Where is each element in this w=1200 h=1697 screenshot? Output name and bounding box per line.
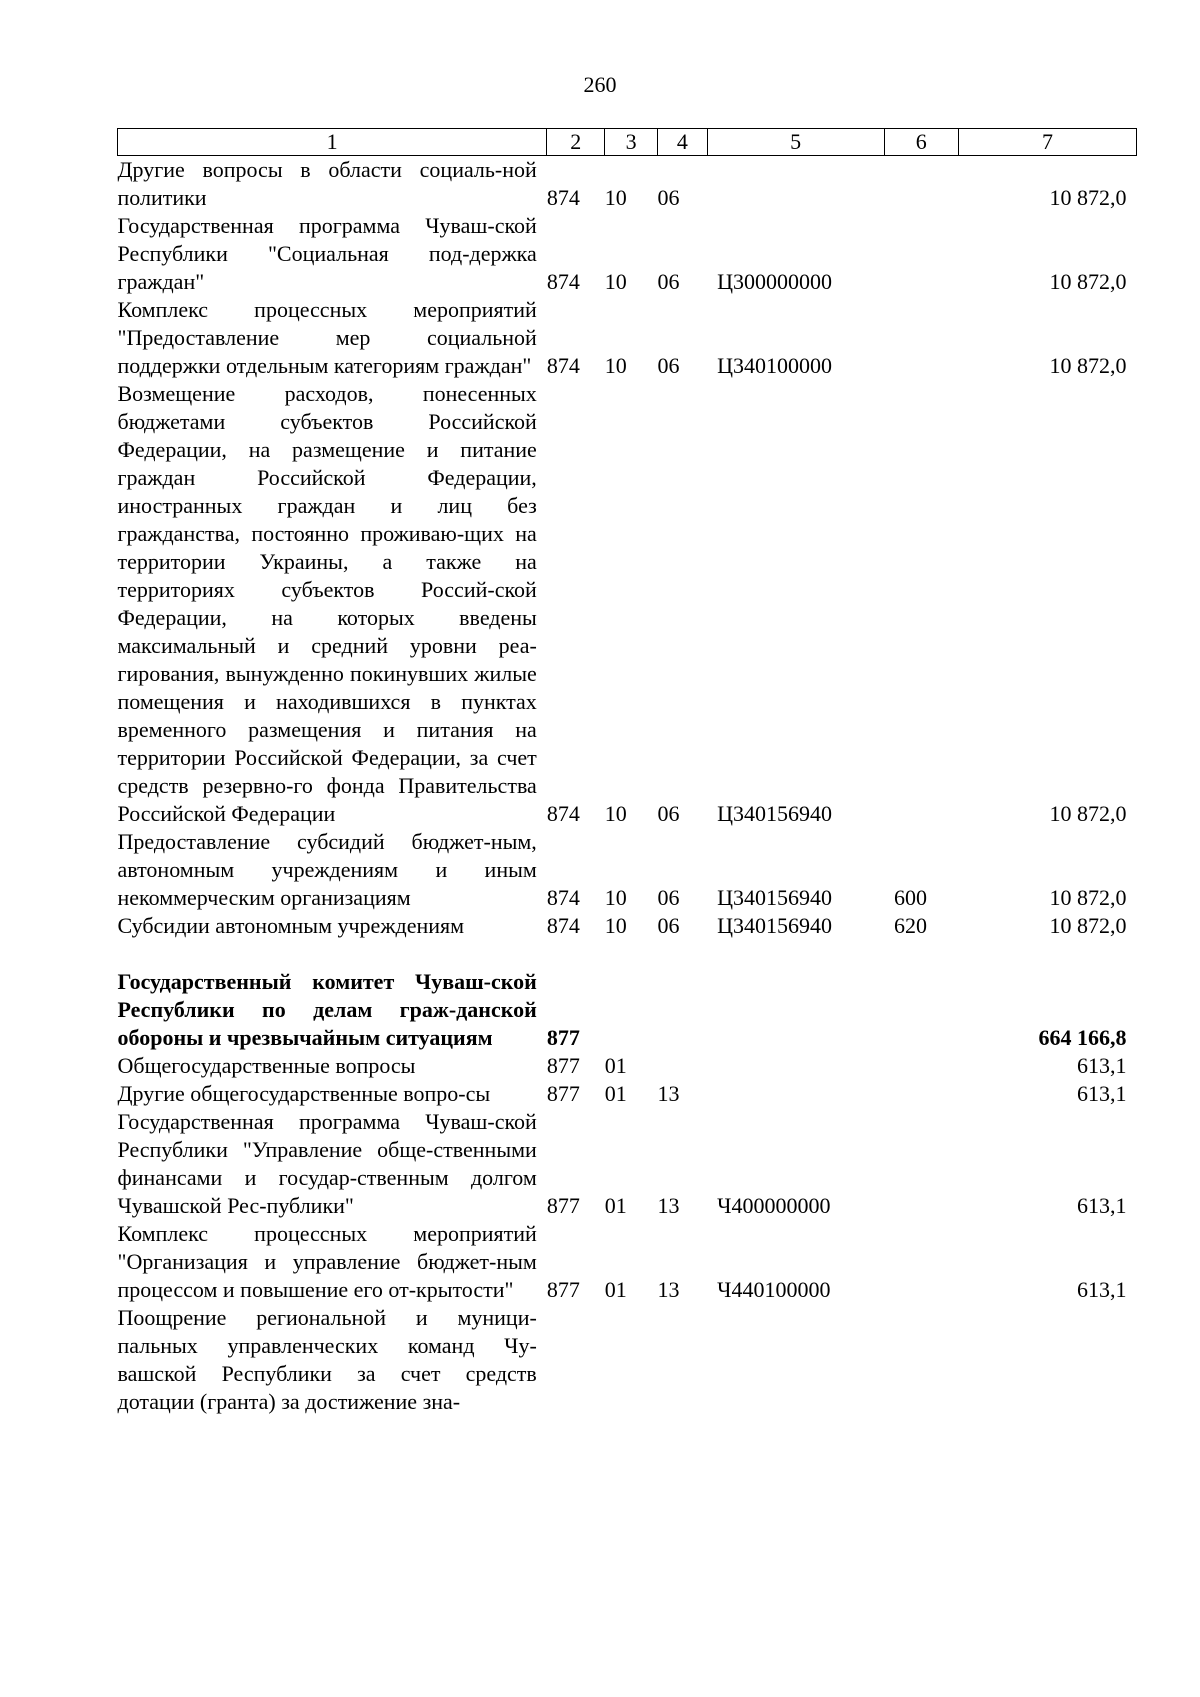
row-section-code: 10 bbox=[604, 269, 627, 294]
row-expense-type: 620 bbox=[894, 913, 928, 938]
table-row-department bbox=[118, 968, 1137, 1052]
row-amount: 10 872,0 bbox=[1049, 269, 1127, 294]
row-ministry-code: 874 bbox=[546, 885, 580, 910]
row-subsection-code: 06 bbox=[657, 269, 680, 294]
row-name: Предоставление субсидий бюджет-ным, автономным учреждениям и иным некоммерческим организациям bbox=[117, 829, 537, 910]
row-target-code: Ц340156940 bbox=[717, 885, 833, 910]
row-target-code bbox=[707, 156, 884, 213]
header-col-6: 6 bbox=[884, 129, 958, 156]
budget-table bbox=[117, 128, 1137, 1416]
table-spacer-row bbox=[118, 940, 1137, 968]
row-ministry-code: 874 bbox=[546, 185, 580, 210]
row-amount: 10 872,0 bbox=[1049, 885, 1127, 910]
row-amount: 10 872,0 bbox=[1049, 353, 1127, 378]
row-subsection-code: 06 bbox=[657, 185, 680, 210]
row-subsection-code: 13 bbox=[657, 1277, 680, 1302]
row-expense-type bbox=[884, 1080, 958, 1108]
row-name: Государственная программа Чуваш-ской Республики "Управление обще-ственными финансами и государ-ственным долгом Чувашской Рес-публики" bbox=[117, 1109, 537, 1218]
row-target-code bbox=[707, 1080, 884, 1108]
table-row bbox=[118, 296, 1137, 380]
row-amount: 613,1 bbox=[1077, 1053, 1127, 1078]
row-target-code bbox=[707, 968, 884, 1052]
row-subsection-code bbox=[657, 968, 707, 1052]
row-amount: 10 872,0 bbox=[1049, 185, 1127, 210]
row-name: Комплекс процессных мероприятий "Предоставление мер социальной поддержки отдельным категориям граждан" bbox=[117, 297, 537, 378]
row-expense-type bbox=[884, 1304, 958, 1416]
header-col-7: 7 bbox=[959, 129, 1137, 156]
row-name: Другие вопросы в области социаль-ной политики bbox=[117, 157, 537, 210]
row-section-code: 01 bbox=[604, 1053, 627, 1078]
row-ministry-code bbox=[547, 1304, 605, 1416]
row-expense-type bbox=[884, 156, 958, 213]
row-expense-type bbox=[884, 212, 958, 296]
row-section-code bbox=[605, 968, 658, 1052]
row-target-code: Ч400000000 bbox=[717, 1193, 831, 1218]
row-expense-type bbox=[884, 1220, 958, 1304]
row-target-code bbox=[707, 1304, 884, 1416]
row-ministry-code: 877 bbox=[546, 1081, 580, 1106]
row-ministry-code: 874 bbox=[546, 801, 580, 826]
row-expense-type bbox=[884, 1108, 958, 1220]
table-row bbox=[118, 828, 1137, 912]
row-target-code: Ц340156940 bbox=[717, 801, 833, 826]
row-target-code: Ц340156940 bbox=[717, 913, 833, 938]
row-section-code: 01 bbox=[604, 1193, 627, 1218]
row-name: Поощрение региональной и муници-пальных управленческих команд Чу-вашской Республики за счет средств дотации (гранта) за достижение зна- bbox=[117, 1305, 537, 1414]
row-ministry-code: 874 bbox=[546, 269, 580, 294]
header-col-1: 1 bbox=[118, 129, 547, 156]
row-subsection-code bbox=[657, 1052, 707, 1080]
header-col-3: 3 bbox=[605, 129, 658, 156]
row-section-code: 01 bbox=[604, 1277, 627, 1302]
row-amount: 613,1 bbox=[1077, 1193, 1127, 1218]
row-ministry-code: 877 bbox=[546, 1193, 580, 1218]
row-name: Возмещение расходов, понесенных бюджетами субъектов Российской Федерации, на размещение и питание граждан Российской Федерации, иностранных граждан и лиц без гражданства, постоянно проживаю-щих на территории Украины, а также на территориях субъектов Россий-ской Федерации, на которых введены максимальный и средний уровни реа-гирования, вынужденно покинувших жилые помещения и находившихся в пунктах временного размещения и питания на территории Российской Федерации, за счет средств резервно-го фонда Правительства Российской Федерации bbox=[117, 381, 537, 826]
table-row bbox=[118, 1052, 1137, 1080]
row-target-code: Ч440100000 bbox=[717, 1277, 831, 1302]
row-expense-type bbox=[884, 1052, 958, 1080]
row-target-code bbox=[707, 1052, 884, 1080]
row-subsection-code: 06 bbox=[657, 913, 680, 938]
row-subsection-code bbox=[657, 1304, 707, 1416]
row-target-code: Ц340100000 bbox=[717, 353, 833, 378]
table-row bbox=[118, 1304, 1137, 1416]
row-name: Государственная программа Чуваш-ской Республики "Социальная под-держка граждан" bbox=[117, 213, 537, 294]
row-amount: 10 872,0 bbox=[1049, 913, 1127, 938]
row-amount: 664 166,8 bbox=[1038, 1025, 1127, 1050]
table-header-row bbox=[118, 129, 1137, 156]
row-ministry-code: 874 bbox=[546, 913, 580, 938]
row-amount bbox=[959, 1304, 1137, 1416]
row-section-code: 10 bbox=[604, 801, 627, 826]
row-name: Комплекс процессных мероприятий "Организация и управление бюджет-ным процессом и повышение его от-крытости" bbox=[117, 1221, 537, 1302]
row-ministry-code: 874 bbox=[546, 353, 580, 378]
row-section-code: 10 bbox=[604, 885, 627, 910]
table-row bbox=[118, 380, 1137, 828]
header-col-5: 5 bbox=[707, 129, 884, 156]
table-row bbox=[118, 1080, 1137, 1108]
table-row bbox=[118, 212, 1137, 296]
row-name: Субсидии автономным учреждениям bbox=[117, 913, 465, 938]
header-col-2: 2 bbox=[547, 129, 605, 156]
row-amount: 613,1 bbox=[1077, 1277, 1127, 1302]
row-target-code: Ц300000000 bbox=[717, 269, 833, 294]
row-amount: 10 872,0 bbox=[1049, 801, 1127, 826]
row-expense-type: 600 bbox=[894, 885, 928, 910]
row-ministry-code: 877 bbox=[546, 1053, 580, 1078]
page-number: 260 bbox=[583, 72, 617, 97]
table-row bbox=[118, 1220, 1137, 1304]
row-subsection-code: 06 bbox=[657, 353, 680, 378]
row-section-code: 01 bbox=[604, 1081, 627, 1106]
row-ministry-code: 877 bbox=[546, 1277, 580, 1302]
row-expense-type bbox=[884, 968, 958, 1052]
row-amount: 613,1 bbox=[1077, 1081, 1127, 1106]
row-subsection-code: 06 bbox=[657, 885, 680, 910]
spacer-cell bbox=[118, 940, 1137, 968]
table-row bbox=[118, 156, 1137, 213]
row-expense-type bbox=[884, 380, 958, 828]
row-subsection-code: 13 bbox=[657, 1081, 680, 1106]
row-section-code: 10 bbox=[604, 913, 627, 938]
row-name: Государственный комитет Чуваш-ской Республики по делам граж-данской обороны и чрезвычайным ситуациям bbox=[117, 969, 537, 1050]
row-name: Другие общегосударственные вопро-сы bbox=[117, 1081, 491, 1106]
row-section-code bbox=[605, 1304, 658, 1416]
row-expense-type bbox=[884, 296, 958, 380]
row-ministry-code: 877 bbox=[546, 1025, 580, 1050]
table-row bbox=[118, 1108, 1137, 1220]
header-col-4: 4 bbox=[657, 129, 707, 156]
row-subsection-code: 13 bbox=[657, 1193, 680, 1218]
row-subsection-code: 06 bbox=[657, 801, 680, 826]
row-section-code: 10 bbox=[604, 185, 627, 210]
row-name: Общегосударственные вопросы bbox=[117, 1053, 416, 1078]
table-row bbox=[118, 912, 1137, 940]
row-section-code: 10 bbox=[604, 353, 627, 378]
